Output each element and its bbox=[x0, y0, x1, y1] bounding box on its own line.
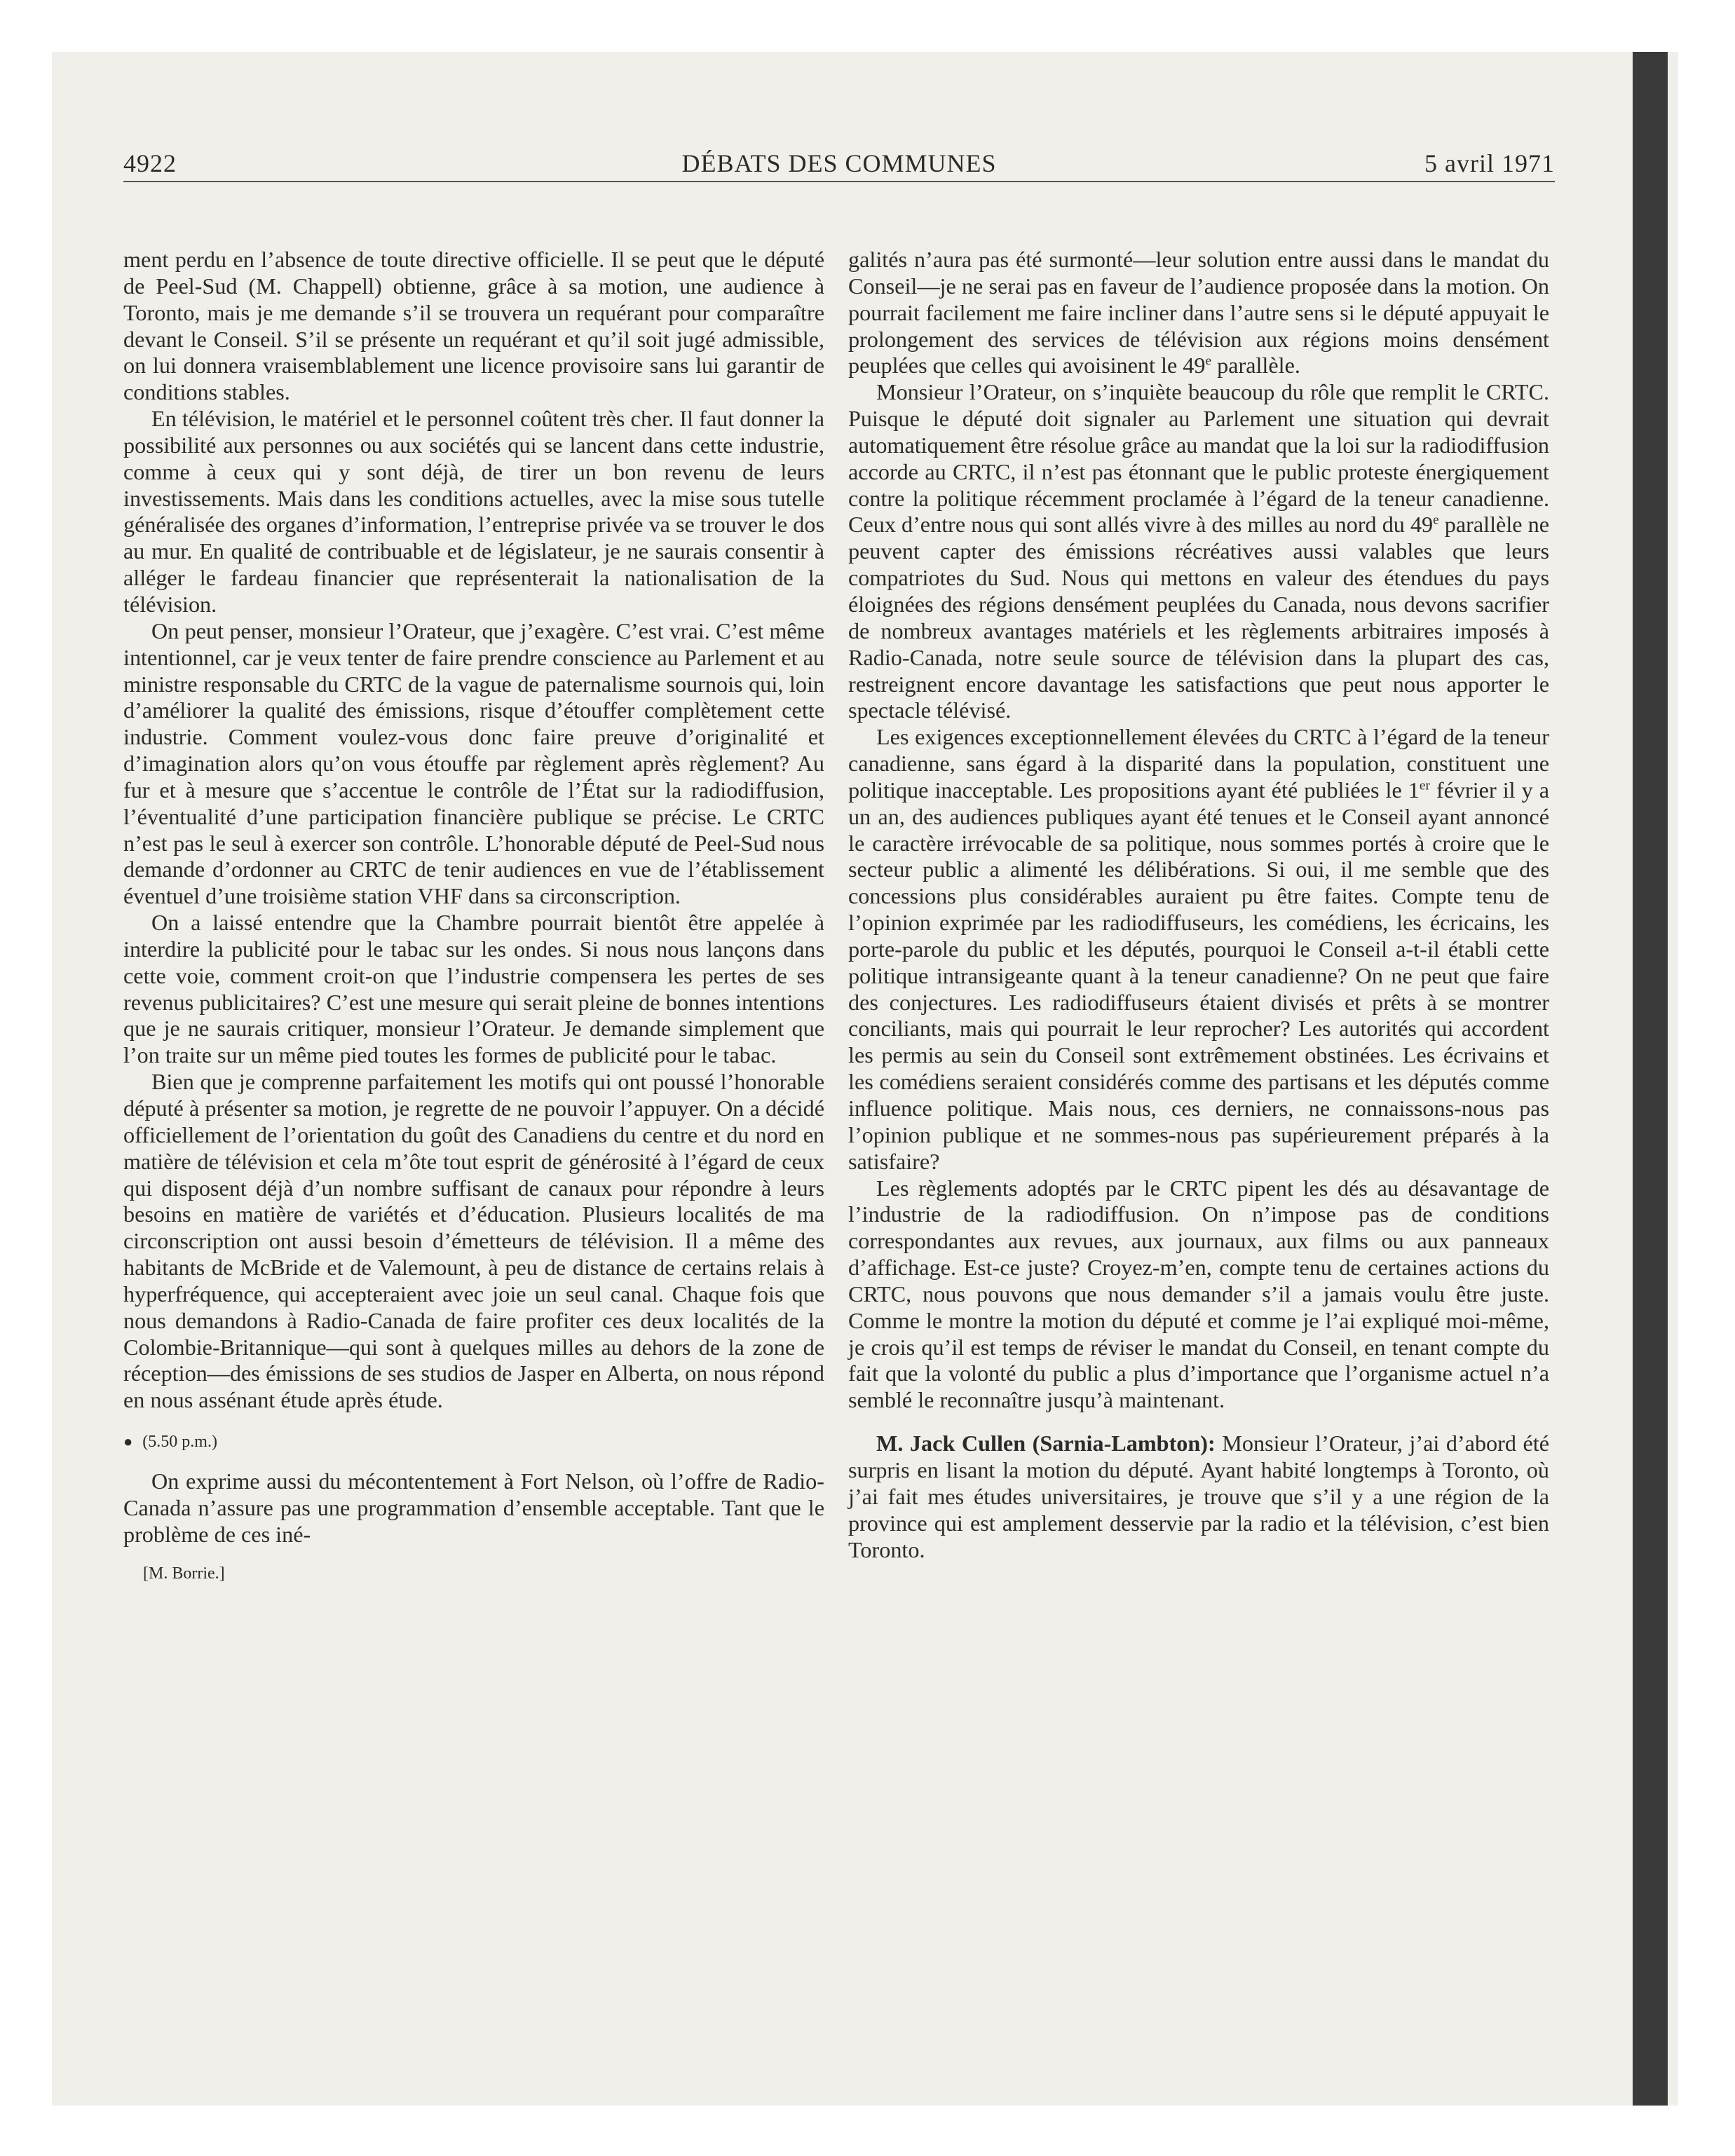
time-marker bbox=[123, 1429, 824, 1454]
paragraph-text: Monsieur l’Orateur, j’ai d’abord été surpris en lisant la motion du député. Ayant habité longtemps à Toronto, où j’ai fait mes études universitaires, je trouve que s’il y a une région de la province qui est amplement desservie par la radio et la télévision, c’est bien Toronto. bbox=[848, 1431, 1549, 1562]
right-column bbox=[848, 247, 1549, 1563]
speaker-signature: [M. Borrie.] bbox=[143, 1564, 225, 1583]
paragraph-text: Monsieur l’Orateur, on s’inquiète beaucoup du rôle que remplit le CRTC. Puisque le député doit signaler au Parlement une situation qui devrait automatiquement être résolue grâce au mandat que la loi sur la radiodiffusion accorde au CRTC, il n’est pas étonnant que le public proteste énergiquement contre la politique récemment proclamée à l’égard de la teneur canadienne. Ceux d’entre nous qui sont allés vivre à des milles au nord du 49 bbox=[848, 379, 1549, 538]
paragraph: On a laissé entendre que la Chambre pourrait bientôt être appelée à interdire la publicité pour le tabac sur les ondes. Si nous nous lançons dans cette voie, comment croit-on que l’industrie compensera les pertes de ses revenus publicitaires? C’est une mesure qui serait pleine de bonnes intentions que je ne saurais critiquer, monsieur l’Orateur. Je demande simplement que l’on traite sur un même pied toutes les formes de publicité pour le tabac. bbox=[123, 910, 824, 1068]
paragraph: Les règlements adoptés par le CRTC pipent les dés au désavantage de l’industrie de la radiodiffusion. On n’impose pas de conditions correspondantes aux revues, aux journaux, aux films ou aux panneaux d’affichage. Est-ce juste? Croyez-m’en, compte tenu de certaines actions du CRTC, nous pouvons que nous demander s’il a jamais voulu être juste. Comme le montre la motion du député et comme je l’ai expliqué moi-même, je crois qu’il est temps de réviser le mandat du Conseil, en tenant compte du fait que la volonté du public a plus d’importance que l’organisme actuel n’a semblé le reconnaître jusqu’à maintenant. bbox=[848, 1175, 1549, 1413]
paragraph bbox=[848, 724, 1549, 1175]
paragraph-text: parallèle. bbox=[1211, 353, 1300, 378]
speaker-paragraph bbox=[848, 1431, 1549, 1563]
running-header bbox=[123, 146, 1555, 181]
paragraph: ment perdu en l’absence de toute directive officielle. Il se peut que le député de Peel-Sud (M. Chappell) obtienne, grâce à sa motion, une audience à Toronto, mais je me demande s’il se trouvera un requérant pour comparaître devant le Conseil. S’il se présente un requérant et qu’il soit jugé admissible, on lui donnera vraisemblablement une licence provisoire sans lui garantir de conditions stables. bbox=[123, 247, 824, 405]
paragraph: On exprime aussi du mécontentement à Fort Nelson, où l’offre de Radio-Canada n’assure pas une programmation d’ensemble acceptable. Tant que le problème de ces iné- bbox=[123, 1468, 824, 1547]
ordinal-suffix: e bbox=[1205, 353, 1212, 369]
paragraph-text: galités n’aura pas été surmonté—leur solution entre aussi dans le mandat du Conseil—je ne serai pas en faveur de l’audience proposée dans la motion. On pourrait facilement me faire incliner dans l’autre sens si le député appuyait le prolongement des services de télévision aux régions moins densément peuplées que celles qui avoisinent le 49 bbox=[848, 247, 1549, 378]
ordinal-suffix: er bbox=[1419, 778, 1430, 793]
speaker-name: M. Jack Cullen (Sarnia-Lambton): bbox=[876, 1431, 1216, 1456]
page-date: 5 avril 1971 bbox=[1424, 149, 1555, 177]
bullet-icon: ● bbox=[123, 1433, 133, 1451]
time-marker-text: (5.50 p.m.) bbox=[142, 1433, 217, 1452]
page-number: 4922 bbox=[123, 149, 177, 177]
paragraph: En télévision, le matériel et le personnel coûtent très cher. Il faut donner la possibilité aux personnes ou aux sociétés qui se lancent dans cette industrie, comme à ceux qui y sont déjà, de tirer un bon revenu de leurs investissements. Mais dans les conditions actuelles, avec la mise sous tutelle généralisée des organes d’information, l’entreprise privée va se trouver le dos au mur. En qualité de contribuable et de législateur, je ne saurais consentir à alléger le fardeau financier que représenterait la nationalisation de la télévision. bbox=[123, 406, 824, 617]
ordinal-suffix: e bbox=[1433, 512, 1439, 528]
paragraph bbox=[848, 379, 1549, 724]
paragraph: Bien que je comprenne parfaitement les motifs qui ont poussé l’honorable député à présenter sa motion, je regrette de ne pouvoir l’appuyer. On a décidé officiellement de l’orientation du goût des Canadiens du centre et du nord en matière de télévision et cela m’ôte tout esprit de générosité à l’égard de ceux qui disposent déjà d’un nombre suffisant de canaux pour répondre à leurs besoins en matière de variétés et d’éducation. Plusieurs localités de ma circonscription ont aussi besoin d’émetteurs de télévision. Il a même des habitants de McBride et de Valemount, à peu de distance de certains relais à hyperfréquence, qui accepteraient avec joie un seul canal. Chaque fois que nous demandons à Radio-Canada de faire profiter ces deux localités de la Colombie-Britannique—qui sont à quelques milles au dehors de la zone de réception—des émissions de ses studios de Jasper en Alberta, on nous répond en nous assénant étude après étude. bbox=[123, 1069, 824, 1413]
left-column bbox=[123, 247, 824, 1586]
publication-title: DÉBATS DES COMMUNES bbox=[681, 149, 997, 177]
paragraph-text: parallèle ne peuvent capter des émissions récréatives aussi valables que leurs compatriotes du Sud. Nous qui mettons en valeur des étendues du pays éloignées des régions densément peuplées du Canada, nous devons sacrifier de nombreux avantages matériels et les règlements arbitraires imposés à Radio-Canada, notre seule source de télévision dans la plupart des cas, restreignent encore davantage les satisfactions que peut nous apporter le spectacle télévisé. bbox=[848, 512, 1549, 723]
paragraph-text: Les exigences exceptionnellement élevées du CRTC à l’égard de la teneur canadienne, sans égard à la disparité dans la population, constituent une politique inacceptable. Les propositions ayant été publiées le 1 bbox=[848, 724, 1549, 803]
paragraph: On peut penser, monsieur l’Orateur, que j’exagère. C’est vrai. C’est même intentionnel, car je veux tenter de faire prendre conscience au Parlement et au ministre responsable du CRTC de la vague de paternalisme sournois qui, loin d’améliorer la qualité des émissions, risque d’étouffer complètement cette industrie. Comment voulez-vous donc faire preuve d’originalité et d’imagination alors qu’on vous étouffe par règlement après règlement? Au fur et à mesure que s’accentue le contrôle de l’État sur la radiodiffusion, l’éventualité d’une participation financière publique se précise. Le CRTC n’est pas le seul à exercer son contrôle. L’honorable député de Peel-Sud nous demande d’ordonner au CRTC de tenir audiences en vue de l’établissement éventuel d’une troisième station VHF dans sa circonscription. bbox=[123, 618, 825, 909]
binding-edge bbox=[1633, 52, 1668, 2106]
header-rule bbox=[123, 181, 1555, 182]
paragraph-text: février il y a un an, des audiences publiques ayant été tenues et le Conseil ayant annoncé le caractère irrévocable de sa politique, nous sommes portés à croire que le secteur public a alimenté les délibérations. Si oui, il me semble que des concessions plus considérables auraient pu être faites. Compte tenu de l’opinion exprimée par les radiodiffuseurs, les comédiens, les écricains, les porte-parole du public et les députés, pourquoi le Conseil a-t-il établi cette politique intransigeante quant à la teneur canadienne? On ne peut que faire des conjectures. Les radiodiffuseurs étaient divisés et prêts à se montrer conciliants, mais qui pourrait le leur reprocher? Les autorités qui accordent les permis au sein du Conseil sont extrêmement obstinées. Les écrivains et les comédiens seraient considérés comme des partisans et les députés comme influence politique. Mais nous, ces derniers, ne connaissons-nous pas l’opinion publique et ne sommes-nous pas supérieurement préparés à la satisfaire? bbox=[848, 777, 1550, 1174]
paragraph bbox=[848, 247, 1549, 379]
